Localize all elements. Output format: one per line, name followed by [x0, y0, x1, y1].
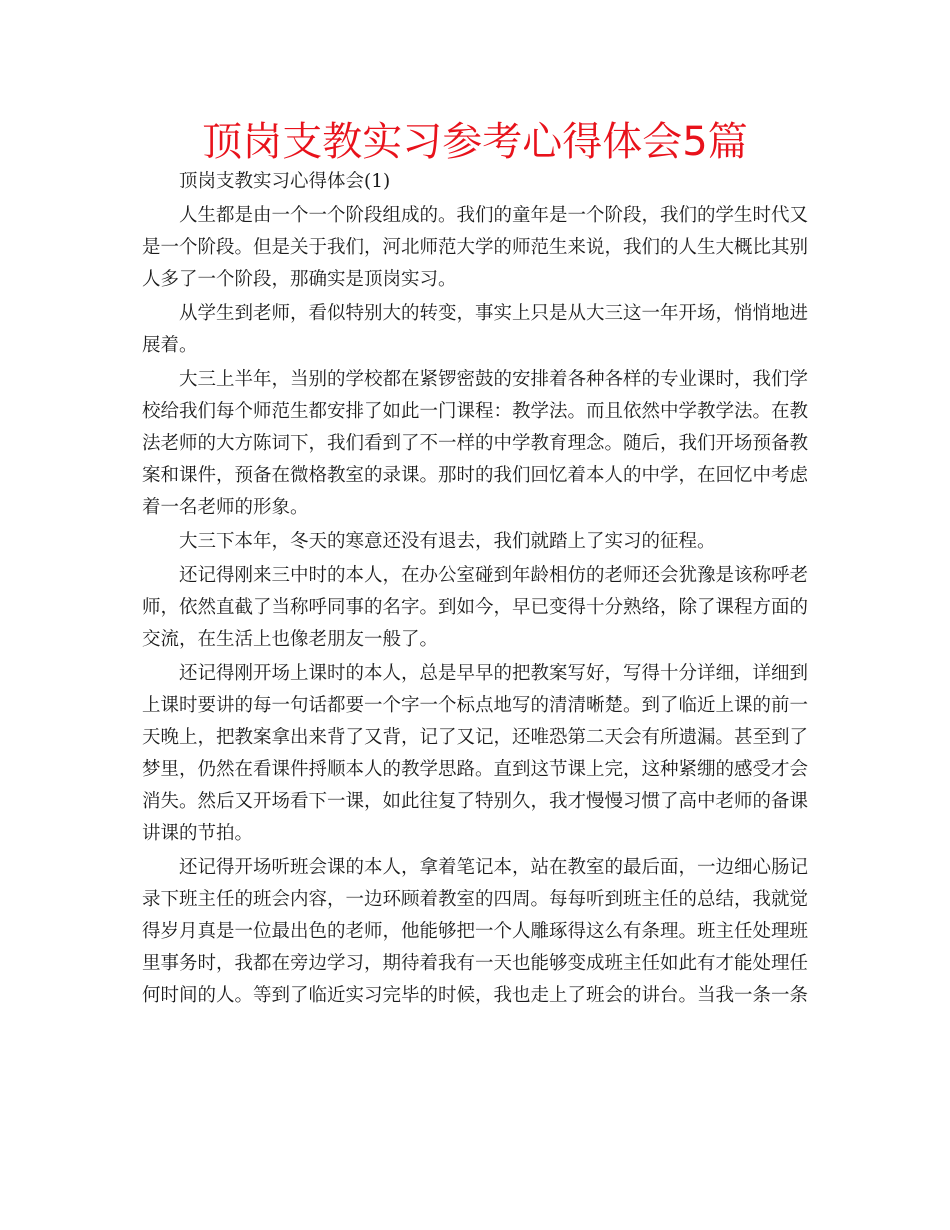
body-paragraph: 还记得开场听班会课的本人，拿着笔记本，站在教室的最后面，一边细心肠记录下班主任的班会内容，一边环顾着教室的四周。每每听到班主任的总结，我就觉得岁月真是一位最出色的老师，他能够把一个人雕琢得这么有条理。班主任处理班里事务时，我都在旁边学习，期待着我有一天也能够变成班主任如此有才能处理任何时间的人。等到了临近实习完毕的时候，我也走上了班会的讲台。当我一条一条: [142, 857, 809, 1006]
body-paragraph: 还记得刚开场上课时的本人，总是早早的把教案写好，写得十分详细，详细到上课时要讲的每一句话都要一个字一个标点地写的清清晰楚。到了临近上课的前一天晚上，把教案拿出来背了又背，记了又记，还唯恐第二天会有所遗漏。甚至到了梦里，仍然在看课件捋顺本人的教学思路。直到这节课上完，这种紧绷的感受才会消失。然后又开场看下一课，如此往复了特别久，我才慢慢习惯了高中老师的备课讲课的节拍。: [142, 663, 809, 844]
body-paragraph: 人生都是由一个一个阶段组成的。我们的童年是一个阶段，我们的学生时代又是一个阶段。但是关于我们，河北师范大学的师范生来说，我们的人生大概比其别人多了一个阶段，那确实是顶岗实习。: [142, 205, 809, 290]
body-paragraph: 大三下本年，冬天的寒意还没有退去，我们就踏上了实习的征程。: [179, 531, 716, 552]
document-title: 顶岗支教实习参考心得体会5篇: [202, 119, 748, 165]
body-paragraph: 还记得刚来三中时的本人，在办公室碰到年龄相仿的老师还会犹豫是该称呼老师，依然直截了当称呼同事的名字。到如今，早已变得十分熟络，除了课程方面的交流，在生活上也像老朋友一般了。: [142, 565, 809, 650]
section-heading: 顶岗支教实习心得体会(1): [179, 171, 391, 192]
body-paragraph: 大三上半年，当别的学校都在紧锣密鼓的安排着各种各样的专业课时，我们学校给我们每个师范生都安排了如此一门课程：教学法。而且依然中学教学法。在教法老师的大方陈词下，我们看到了不一样的中学教育理念。随后，我们开场预备教案和课件，预备在微格教室的录课。那时的我们回忆着本人的中学，在回忆中考虑着一名老师的形象。: [142, 369, 809, 518]
body-paragraph: 从学生到老师，看似特别大的转变，事实上只是从大三这一年开场，悄悄地进展着。: [142, 303, 809, 356]
document-body: [142, 166, 808, 1012]
